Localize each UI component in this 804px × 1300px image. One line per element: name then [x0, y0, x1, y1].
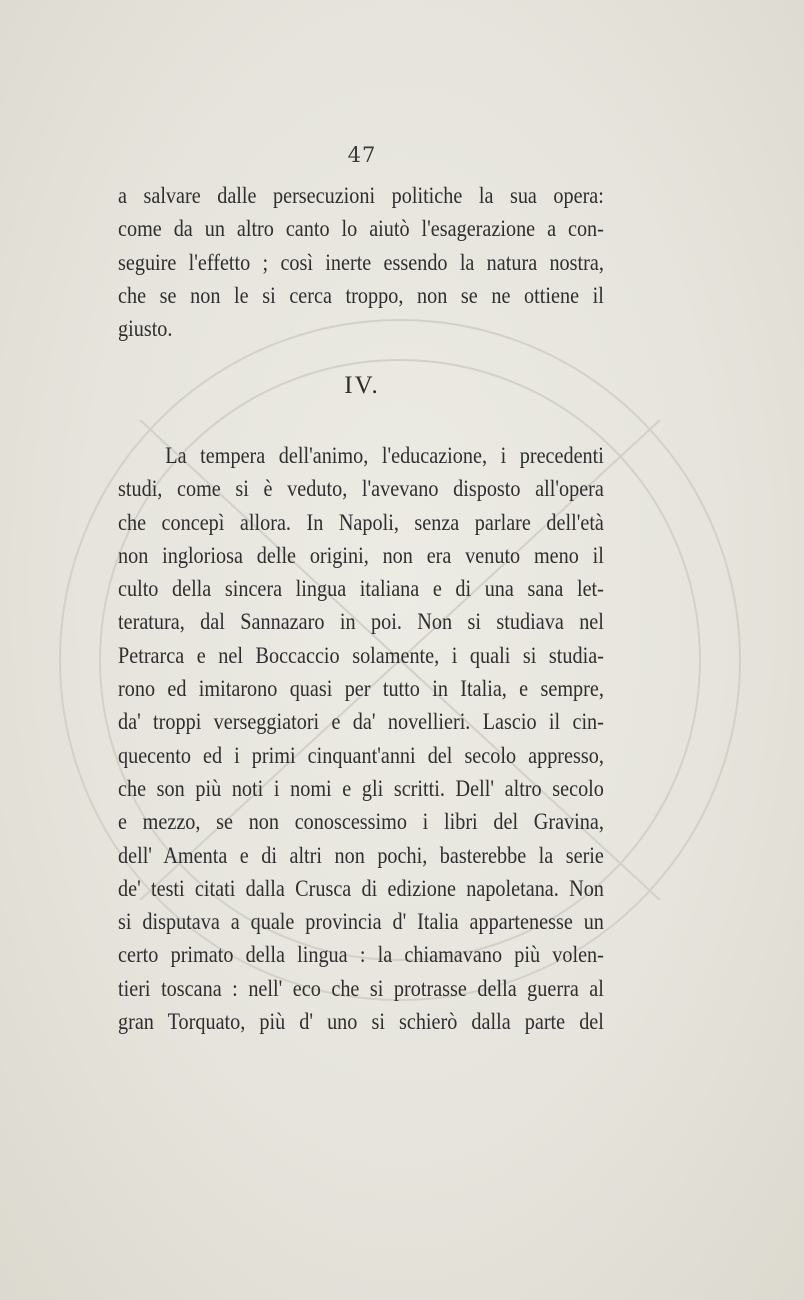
text-line: seguire l'effetto ; così inerte essendo la natura nostra,	[118, 249, 604, 276]
text-line: e mezzo, se non conoscessimo i libri del Gravina,	[118, 809, 604, 836]
text-line: culto della sincera lingua italiana e di una sana let-	[118, 576, 604, 603]
text-line: non ingloriosa delle origini, non era venuto meno il	[118, 542, 604, 569]
text-line: de' testi citati dalla Crusca di edizione napoletana. Non	[118, 875, 604, 902]
text-line: che son più noti i nomi e gli scritti. Dell' altro secolo	[118, 775, 604, 802]
text-line: tieri toscana : nell' eco che si protrasse della guerra al	[118, 975, 604, 1002]
text-line: Petrarca e nel Boccaccio solamente, i quali si studia-	[118, 642, 604, 669]
section-heading: IV.	[344, 372, 380, 399]
text-line: gran Torquato, più d' uno si schierò dalla parte del	[118, 1009, 604, 1036]
text-line: che se non le si cerca troppo, non se ne ottiene il	[118, 282, 604, 309]
text-line: che concepì allora. In Napoli, senza parlare dell'età	[118, 509, 604, 536]
text-line: giusto.	[118, 316, 173, 343]
text-line: come da un altro canto lo aiutò l'esagerazione a con-	[118, 216, 604, 243]
text-line: teratura, dal Sannazaro in poi. Non si studiava nel	[118, 609, 604, 636]
page-number: 47	[347, 143, 377, 167]
text-line: quecento ed i primi cinquant'anni del secolo appresso,	[118, 742, 604, 769]
text-line: a salvare dalle persecuzioni politiche la sua opera:	[118, 183, 604, 209]
text-line: certo primato della lingua : la chiamavano più volen-	[118, 942, 604, 969]
text-line: da' troppi verseggiatori e da' novellieri. Lascio il cin-	[118, 709, 604, 736]
text-line: dell' Amenta e di altri non pochi, basterebbe la serie	[118, 842, 604, 869]
text-line: rono ed imitarono quasi per tutto in Italia, e sempre,	[118, 676, 604, 703]
paragraph-body	[118, 440, 604, 1039]
text-line: La tempera dell'animo, l'educazione, i precedenti	[165, 443, 604, 469]
text-line: si disputava a quale provincia d' Italia appartenesse un	[118, 909, 604, 936]
text-line: studi, come si è veduto, l'avevano disposto all'opera	[118, 476, 604, 503]
paragraph-continued	[118, 180, 604, 346]
